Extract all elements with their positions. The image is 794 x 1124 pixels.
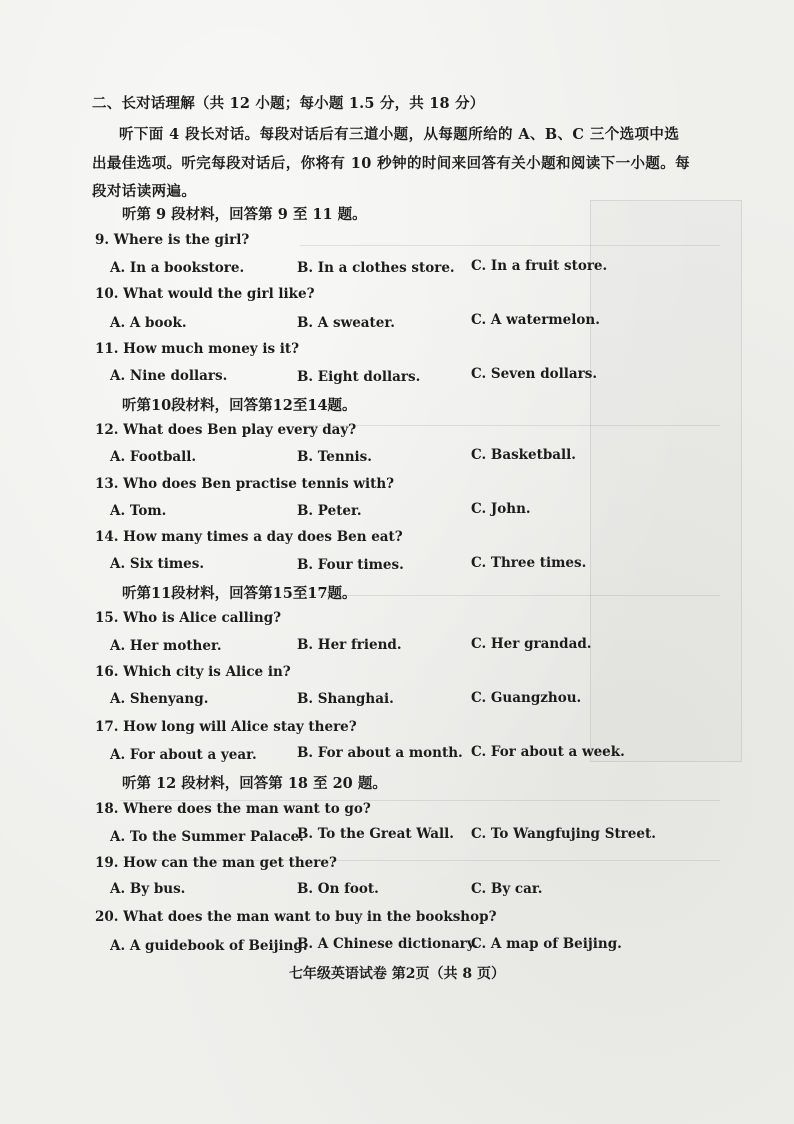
option-b: B. A sweater. [297, 315, 395, 331]
option-a: A. A book. [110, 315, 187, 331]
option-c: C. A map of Beijing. [471, 936, 622, 952]
bleed-through-line [300, 245, 720, 246]
question-stem: 11. How much money is it? [95, 341, 300, 357]
option-c: C. Three times. [471, 555, 587, 571]
option-c: C. Seven dollars. [471, 366, 598, 382]
option-c: C. A watermelon. [471, 312, 600, 328]
question-stem: 15. Who is Alice calling? [95, 610, 282, 626]
question-stem: 19. How can the man get there? [95, 855, 337, 871]
question-stem: 9. Where is the girl? [95, 232, 250, 248]
page-footer: 七年级英语试卷 第2页（共 8 页） [288, 966, 506, 982]
option-a: A. Shenyang. [110, 691, 209, 707]
option-c: C. Guangzhou. [471, 690, 582, 706]
section-title: 二、长对话理解（共 12 小题；每小题 1.5 分，共 18 分） [92, 95, 485, 112]
option-c: C. Her grandad. [471, 636, 592, 652]
bleed-through-box [590, 200, 742, 762]
question-stem: 18. Where does the man want to go? [95, 801, 371, 817]
bleed-through-line [300, 425, 720, 426]
section-instructions: 听下面 4 段长对话。每段对话后有三道小题，从每题所给的 A、B、C 三个选项中选出最佳选项。听完每段对话后，你将有 10 秒钟的时间来回答有关小题和阅读下一小题。每段对话读两遍。 [92, 126, 691, 200]
option-c: C. By car. [471, 881, 543, 897]
question-stem: 14. How many times a day does Ben eat? [95, 529, 403, 545]
question-stem: 13. Who does Ben practise tennis with? [95, 476, 395, 492]
option-b: B. In a clothes store. [297, 260, 455, 276]
question-stem: 16. Which city is Alice in? [95, 664, 291, 680]
option-b: B. Shanghai. [297, 691, 394, 707]
option-c: C. To Wangfujing Street. [471, 826, 656, 842]
option-b: B. To the Great Wall. [297, 826, 454, 842]
question-stem: 17. How long will Alice stay there? [95, 719, 357, 735]
bleed-through-line [300, 595, 720, 596]
option-a: A. To the Summer Palace. [110, 829, 304, 845]
option-c: C. For about a week. [471, 744, 625, 760]
option-c: C. Basketball. [471, 447, 576, 463]
option-c: C. John. [471, 501, 531, 517]
question-stem: 20. What does the man want to buy in the bookshop? [95, 909, 497, 925]
option-b: B. Eight dollars. [297, 369, 421, 385]
option-b: B. Peter. [297, 503, 362, 519]
segment-intro: 听第10段材料，回答第12至14题。 [122, 397, 357, 414]
option-b: B. Her friend. [297, 637, 402, 653]
option-a: A. A guidebook of Beijing. [110, 938, 308, 954]
option-c: C. In a fruit store. [471, 258, 608, 274]
segment-intro: 听第 12 段材料，回答第 18 至 20 题。 [122, 775, 387, 792]
option-b: B. On foot. [297, 881, 379, 897]
option-a: A. Football. [110, 449, 197, 465]
option-a: A. Nine dollars. [110, 368, 228, 384]
option-a: A. By bus. [110, 881, 186, 897]
option-a: A. In a bookstore. [110, 260, 245, 276]
option-a: A. Tom. [110, 503, 167, 519]
option-a: A. Six times. [110, 556, 205, 572]
option-a: A. For about a year. [110, 747, 257, 763]
segment-intro: 听第11段材料，回答第15至17题。 [122, 585, 357, 602]
option-b: B. A Chinese dictionary. [297, 936, 478, 952]
option-b: B. For about a month. [297, 745, 463, 761]
option-b: B. Tennis. [297, 449, 372, 465]
segment-intro: 听第 9 段材料，回答第 9 至 11 题。 [122, 206, 367, 223]
question-stem: 10. What would the girl like? [95, 286, 315, 302]
option-a: A. Her mother. [110, 638, 222, 654]
option-b: B. Four times. [297, 557, 404, 573]
question-stem: 12. What does Ben play every day? [95, 422, 357, 438]
